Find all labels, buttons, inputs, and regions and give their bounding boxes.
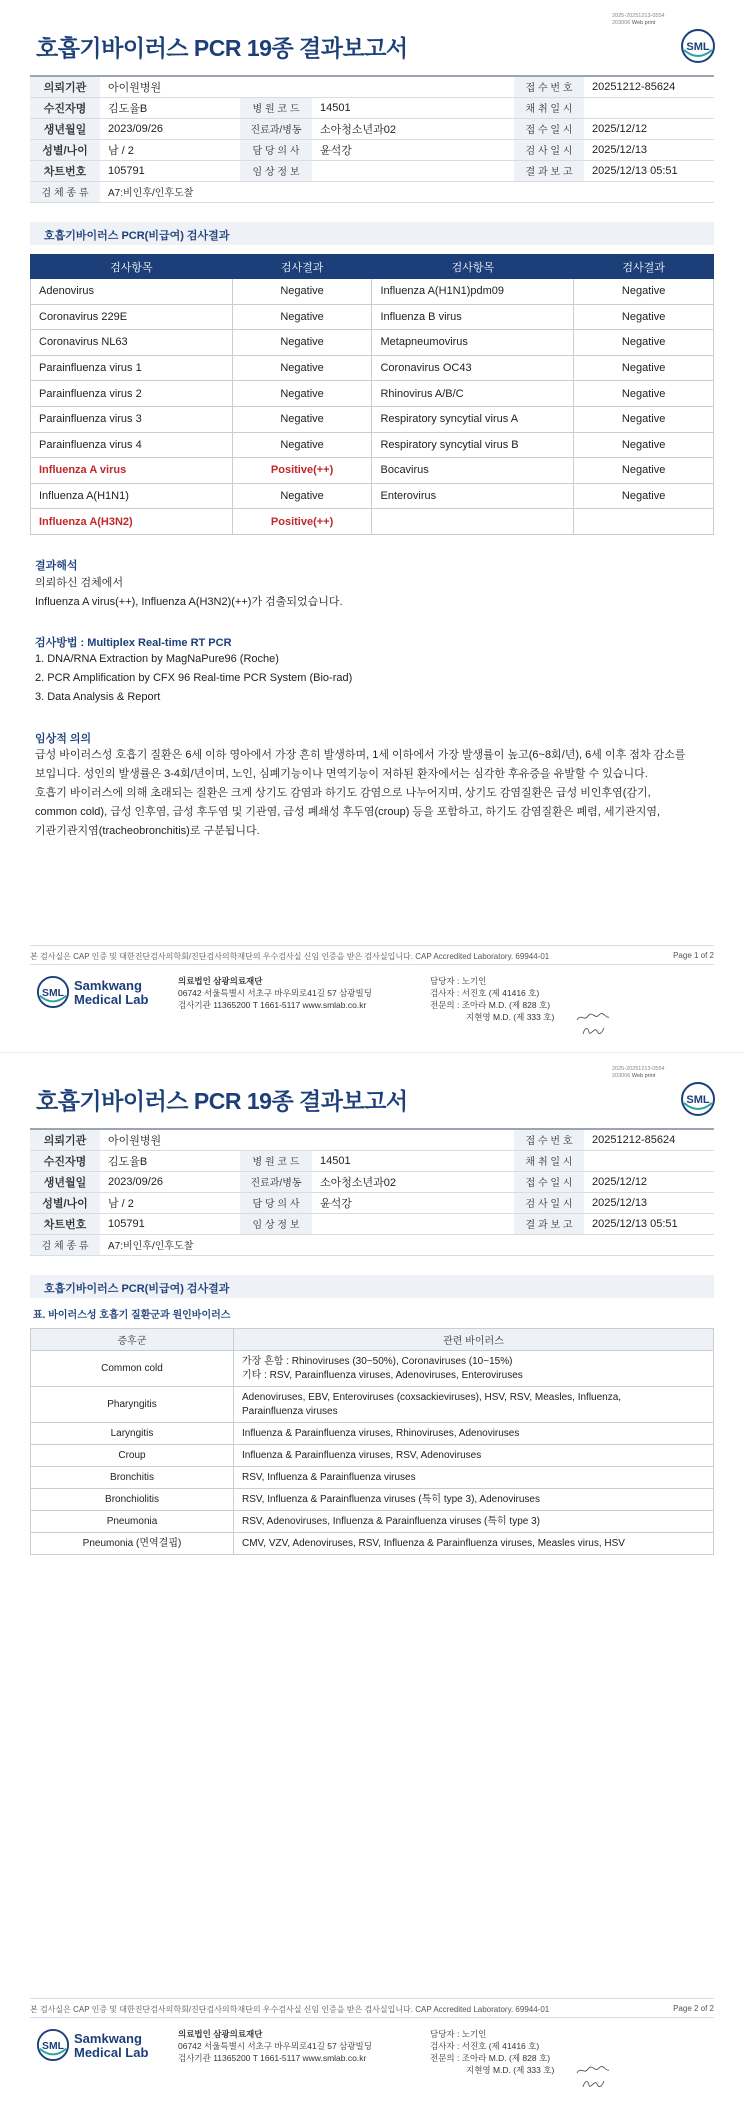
label-doctor: 담 당 의 사	[240, 1192, 312, 1213]
label-hospital-code: 병 원 코 드	[240, 97, 312, 118]
result-item: Parainfluenza virus 1	[31, 355, 233, 381]
label-chart-no: 차트번호	[30, 160, 100, 181]
result-value: Negative	[232, 381, 372, 407]
name-value: 김도율B	[100, 1150, 240, 1171]
label-department: 진료과/병동	[240, 118, 312, 139]
doctor-value: 윤석강	[312, 139, 514, 160]
result-row	[31, 458, 714, 484]
receipt-no-value: 20251212-85624	[584, 76, 714, 97]
footer-divider	[30, 964, 714, 965]
result-header: 검사결과	[574, 255, 714, 279]
viral-row	[31, 1511, 714, 1533]
birth-value: 2023/09/26	[100, 1171, 240, 1192]
institution-value: 아이원병원	[100, 1129, 514, 1150]
virus-line: Influenza & Parainfluenza viruses, RSV, Adenoviruses	[242, 1449, 482, 1461]
footer-staff: 담당자 : 노기인 검사자 : 서진호 (제 41416 호) 전문의 : 조아라 M.D. (제 828 호) 지현영 M.D. (제 333 호)	[430, 2029, 555, 2075]
result-value: Negative	[574, 458, 714, 484]
related-viruses	[234, 1511, 714, 1533]
virus-line: CMV, VZV, Adenoviruses, RSV, Influenza & Parainfluenza viruses, Measles virus, HSV	[242, 1537, 625, 1549]
viral-syndrome-table	[30, 1328, 714, 1555]
result-item: Coronavirus 229E	[31, 304, 233, 330]
result-row	[31, 330, 714, 356]
patient-info-table	[30, 1128, 714, 1256]
section-heading: 호흡기바이러스 PCR(비급여) 검사결과	[30, 1275, 714, 1298]
result-item: Coronavirus OC43	[372, 355, 574, 381]
result-row	[31, 432, 714, 458]
svg-text:SML: SML	[42, 2040, 64, 2052]
label-receipt-date: 접 수 일 시	[514, 118, 584, 139]
sex-age-value: 남 / 2	[100, 139, 240, 160]
viral-row	[31, 1489, 714, 1511]
label-sex-age: 성별/나이	[30, 139, 100, 160]
label-collect-date: 채 취 일 시	[514, 97, 584, 118]
viral-header: 관련 바이러스	[234, 1329, 714, 1351]
result-value: Negative	[232, 355, 372, 381]
related-viruses	[234, 1467, 714, 1489]
result-item: Influenza A(H3N2)	[31, 509, 233, 535]
result-row	[31, 355, 714, 381]
result-item: Influenza A(H1N1)pdm09	[372, 279, 574, 305]
label-name: 수진자명	[30, 1150, 100, 1171]
result-value: Negative	[574, 355, 714, 381]
doctor-value: 윤석강	[312, 1192, 514, 1213]
name-value: 김도율B	[100, 97, 240, 118]
label-receipt-no: 접 수 번 호	[514, 1129, 584, 1150]
hospital-code-value: 14501	[312, 1150, 514, 1171]
collect-date-value	[584, 97, 714, 118]
result-value: Negative	[232, 330, 372, 356]
test-date-value: 2025/12/13	[584, 139, 714, 160]
syndrome-name: Pharyngitis	[31, 1387, 234, 1423]
result-row	[31, 304, 714, 330]
signature-icon	[575, 2064, 611, 2076]
specimen-value: A7:비인후/인후도찰	[100, 1234, 714, 1255]
label-test-date: 검 사 일 시	[514, 1192, 584, 1213]
label-receipt-date: 접 수 일 시	[514, 1171, 584, 1192]
label-test-date: 검 사 일 시	[514, 139, 584, 160]
svg-text:SML: SML	[686, 1094, 710, 1106]
report-title: 호흡기바이러스 PCR 19종 결과보고서	[36, 35, 408, 61]
clinical-heading: 임상적 의의	[35, 733, 92, 745]
syndrome-name: Pneumonia	[31, 1511, 234, 1533]
result-value: Negative	[574, 432, 714, 458]
result-table	[30, 254, 714, 535]
viral-row	[31, 1351, 714, 1387]
result-header: 검사항목	[372, 255, 574, 279]
virus-line: RSV, Influenza & Parainfluenza viruses	[242, 1471, 416, 1483]
result-value: Negative	[574, 330, 714, 356]
label-department: 진료과/병동	[240, 1171, 312, 1192]
label-birth: 생년월일	[30, 1171, 100, 1192]
signature-icon	[580, 2077, 606, 2089]
report-title: 호흡기바이러스 PCR 19종 결과보고서	[36, 1088, 408, 1114]
footer-address: 의료법인 삼광의료재단 06742 서울특별시 서초구 바우뫼로41길 57 삼광빌딩 검사기관 11365200 T 1661-5117 www.smlab.co.kr	[178, 2029, 372, 2063]
result-item: Parainfluenza virus 2	[31, 381, 233, 407]
virus-line: RSV, Influenza & Parainfluenza viruses (특히 type 3), Adenoviruses	[242, 1493, 540, 1505]
result-header: 검사항목	[31, 255, 233, 279]
sex-age-value: 남 / 2	[100, 1192, 240, 1213]
syndrome-name: Bronchiolitis	[31, 1489, 234, 1511]
department-value: 소아청소년과02	[312, 1171, 514, 1192]
label-institution: 의뢰기관	[30, 1129, 100, 1150]
receipt-no-value: 20251212-85624	[584, 1129, 714, 1150]
result-value: Negative	[232, 406, 372, 432]
result-header: 검사결과	[232, 255, 372, 279]
result-value: Positive(++)	[232, 509, 372, 535]
page-number: Page 2 of 2	[673, 2004, 714, 2013]
related-viruses	[234, 1533, 714, 1555]
related-viruses	[234, 1489, 714, 1511]
label-institution: 의뢰기관	[30, 76, 100, 97]
sml-logo-icon	[680, 1081, 716, 1117]
label-hospital-code: 병 원 코 드	[240, 1150, 312, 1171]
label-clinical-info: 임 상 정 보	[240, 1213, 312, 1234]
result-item: Respiratory syncytial virus B	[372, 432, 574, 458]
footer-note: 본 검사실은 CAP 인증 및 대한진단검사의학회/진단검사의학재단의 우수검사실 신임 인증을 받은 검사실입니다. CAP Accredited Laboratory. 69944-01 Page 1 of 2	[30, 951, 714, 961]
result-row	[31, 483, 714, 509]
result-value: Negative	[574, 406, 714, 432]
interpretation-heading: 결과해석	[35, 560, 78, 572]
sml-logo-icon	[36, 2028, 70, 2062]
label-receipt-no: 접 수 번 호	[514, 76, 584, 97]
result-value	[574, 509, 714, 535]
footer-staff: 담당자 : 노기인 검사자 : 서진호 (제 41416 호) 전문의 : 조아라 M.D. (제 828 호) 지현영 M.D. (제 333 호)	[430, 976, 555, 1022]
result-item: Adenovirus	[31, 279, 233, 305]
viral-row	[31, 1467, 714, 1489]
birth-value: 2023/09/26	[100, 118, 240, 139]
result-row	[31, 406, 714, 432]
method-steps: 1. DNA/RNA Extraction by MagNaPure96 (Roche) 2. PCR Amplification by CFX 96 Real-time PCR System (Bio-rad) 3. Data Analysis & Report	[35, 653, 353, 703]
signature-icon	[580, 1024, 606, 1036]
syndrome-name: Common cold	[31, 1351, 234, 1387]
result-value: Negative	[232, 432, 372, 458]
receipt-date-value: 2025/12/12	[584, 118, 714, 139]
svg-text:SML: SML	[42, 987, 64, 999]
label-chart-no: 차트번호	[30, 1213, 100, 1234]
label-specimen: 검 체 종 류	[30, 1234, 100, 1255]
result-item: Influenza A virus	[31, 458, 233, 484]
viral-table-caption: 표. 바이러스성 호흡기 질환군과 원인바이러스	[33, 1310, 231, 1321]
result-value: Negative	[574, 304, 714, 330]
footer-divider	[30, 945, 714, 946]
method-heading: 검사방법 : Multiplex Real-time RT PCR	[35, 637, 232, 649]
signature-icon	[575, 1011, 611, 1023]
label-report-date: 결 과 보 고	[514, 1213, 584, 1234]
sml-logo-icon	[680, 28, 716, 64]
label-report-date: 결 과 보 고	[514, 160, 584, 181]
label-birth: 생년월일	[30, 118, 100, 139]
result-value: Negative	[232, 279, 372, 305]
footer-brand: Samkwang Medical Lab	[74, 2031, 149, 2060]
result-item: Metapneumovirus	[372, 330, 574, 356]
result-item: Influenza A(H1N1)	[31, 483, 233, 509]
label-clinical-info: 임 상 정 보	[240, 160, 312, 181]
result-row	[31, 381, 714, 407]
result-item: Parainfluenza virus 4	[31, 432, 233, 458]
result-value: Positive(++)	[232, 458, 372, 484]
label-doctor: 담 당 의 사	[240, 139, 312, 160]
patient-info-table	[30, 75, 714, 203]
related-viruses	[234, 1351, 714, 1387]
footer-note: 본 검사실은 CAP 인증 및 대한진단검사의학회/진단검사의학재단의 우수검사실 신임 인증을 받은 검사실입니다. CAP Accredited Laboratory. 69944-01 Page 2 of 2	[30, 2004, 714, 2014]
result-item: Enterovirus	[372, 483, 574, 509]
footer-divider	[30, 1998, 714, 1999]
clinical-info-value	[312, 160, 514, 181]
syndrome-name: Bronchitis	[31, 1467, 234, 1489]
print-note: 2025-20251213-0554 203006 Web print	[612, 1066, 665, 1079]
viral-row	[31, 1533, 714, 1555]
virus-line: Parainfluenza viruses	[242, 1405, 338, 1417]
test-date-value: 2025/12/13	[584, 1192, 714, 1213]
collect-date-value	[584, 1150, 714, 1171]
institution-value: 아이원병원	[100, 76, 514, 97]
page-number: Page 1 of 2	[673, 951, 714, 960]
chart-no-value: 105791	[100, 160, 240, 181]
result-item: Bocavirus	[372, 458, 574, 484]
related-viruses	[234, 1423, 714, 1445]
viral-row	[31, 1423, 714, 1445]
report-page-2	[0, 1052, 744, 2104]
label-sex-age: 성별/나이	[30, 1192, 100, 1213]
hospital-code-value: 14501	[312, 97, 514, 118]
syndrome-name: Laryngitis	[31, 1423, 234, 1445]
footer-address: 의료법인 삼광의료재단 06742 서울특별시 서초구 바우뫼로41길 57 삼광빌딩 검사기관 11365200 T 1661-5117 www.smlab.co.kr	[178, 976, 372, 1010]
result-row	[31, 509, 714, 535]
svg-text:SML: SML	[686, 41, 710, 53]
result-value: Negative	[574, 279, 714, 305]
virus-line: Influenza & Parainfluenza viruses, Rhinoviruses, Adenoviruses	[242, 1427, 520, 1439]
footer-divider	[30, 2017, 714, 2018]
label-collect-date: 채 취 일 시	[514, 1150, 584, 1171]
result-item: Respiratory syncytial virus A	[372, 406, 574, 432]
label-name: 수진자명	[30, 97, 100, 118]
viral-row	[31, 1387, 714, 1423]
related-viruses	[234, 1387, 714, 1423]
label-specimen: 검 체 종 류	[30, 181, 100, 202]
specimen-value: A7:비인후/인후도찰	[100, 181, 714, 202]
syndrome-name: Pneumonia (면역결핍)	[31, 1533, 234, 1555]
sml-logo-icon	[36, 975, 70, 1009]
section-heading: 호흡기바이러스 PCR(비급여) 검사결과	[30, 222, 714, 245]
result-value: Negative	[232, 304, 372, 330]
clinical-info-value	[312, 1213, 514, 1234]
result-value: Negative	[574, 381, 714, 407]
receipt-date-value: 2025/12/12	[584, 1171, 714, 1192]
footer-brand: Samkwang Medical Lab	[74, 978, 149, 1007]
result-item: Coronavirus NL63	[31, 330, 233, 356]
chart-no-value: 105791	[100, 1213, 240, 1234]
department-value: 소아청소년과02	[312, 118, 514, 139]
virus-line: Adenoviruses, EBV, Enteroviruses (coxsackieviruses), HSV, RSV, Measles, Influenza,	[242, 1391, 622, 1403]
virus-line: 기타 : RSV, Parainfluenza viruses, Adenoviruses, Enteroviruses	[242, 1369, 523, 1381]
viral-header: 증후군	[31, 1329, 234, 1351]
print-note: 2025-20251213-0554 203006 Web print	[612, 13, 665, 26]
report-date-value: 2025/12/13 05:51	[584, 160, 714, 181]
result-item: Parainfluenza virus 3	[31, 406, 233, 432]
result-item	[372, 509, 574, 535]
result-row	[31, 279, 714, 305]
virus-line: 가장 흔함 : Rhinoviruses (30~50%), Coronaviruses (10~15%)	[242, 1355, 513, 1367]
result-value: Negative	[232, 483, 372, 509]
result-item: Rhinovirus A/B/C	[372, 381, 574, 407]
result-item: Influenza B virus	[372, 304, 574, 330]
result-value: Negative	[574, 483, 714, 509]
viral-row	[31, 1445, 714, 1467]
syndrome-name: Croup	[31, 1445, 234, 1467]
interpretation-text: 의뢰하신 검체에서 Influenza A virus(++), Influenza A(H3N2)(++)가 검출되었습니다.	[35, 577, 343, 608]
virus-line: RSV, Adenoviruses, Influenza & Parainfluenza viruses (특히 type 3)	[242, 1515, 540, 1527]
report-date-value: 2025/12/13 05:51	[584, 1213, 714, 1234]
clinical-text: 급성 바이러스성 호흡기 질환은 6세 이하 영아에서 가장 흔히 발생하며, 1세 이하에서 가장 발생률이 높고(6~8회/년), 6세 이후 점차 감소를 보입니다. 성인의 발생률은 3-4회/년이며, 노인, 심폐기능이나 면역기능이 저하된 환자에서는 심각한 후유증을 유발할 수 있습니다. 호흡기 바이러스에 의해 초래되는 질환은 크게 상기도 감염과 하기도 감염으로 나누어지며, 상기도 감염질환은 급성 비인후염(감기, common cold), 급성 인후염, 급성 후두염 및 기관염, 급성 폐쇄성 후두염(croup) 등을 포함하고, 하기도 감염질환은 폐렴, 세기관지염, 기관기관지염(tracheobronchitis)로 구분됩니다.	[35, 749, 686, 837]
related-viruses	[234, 1445, 714, 1467]
